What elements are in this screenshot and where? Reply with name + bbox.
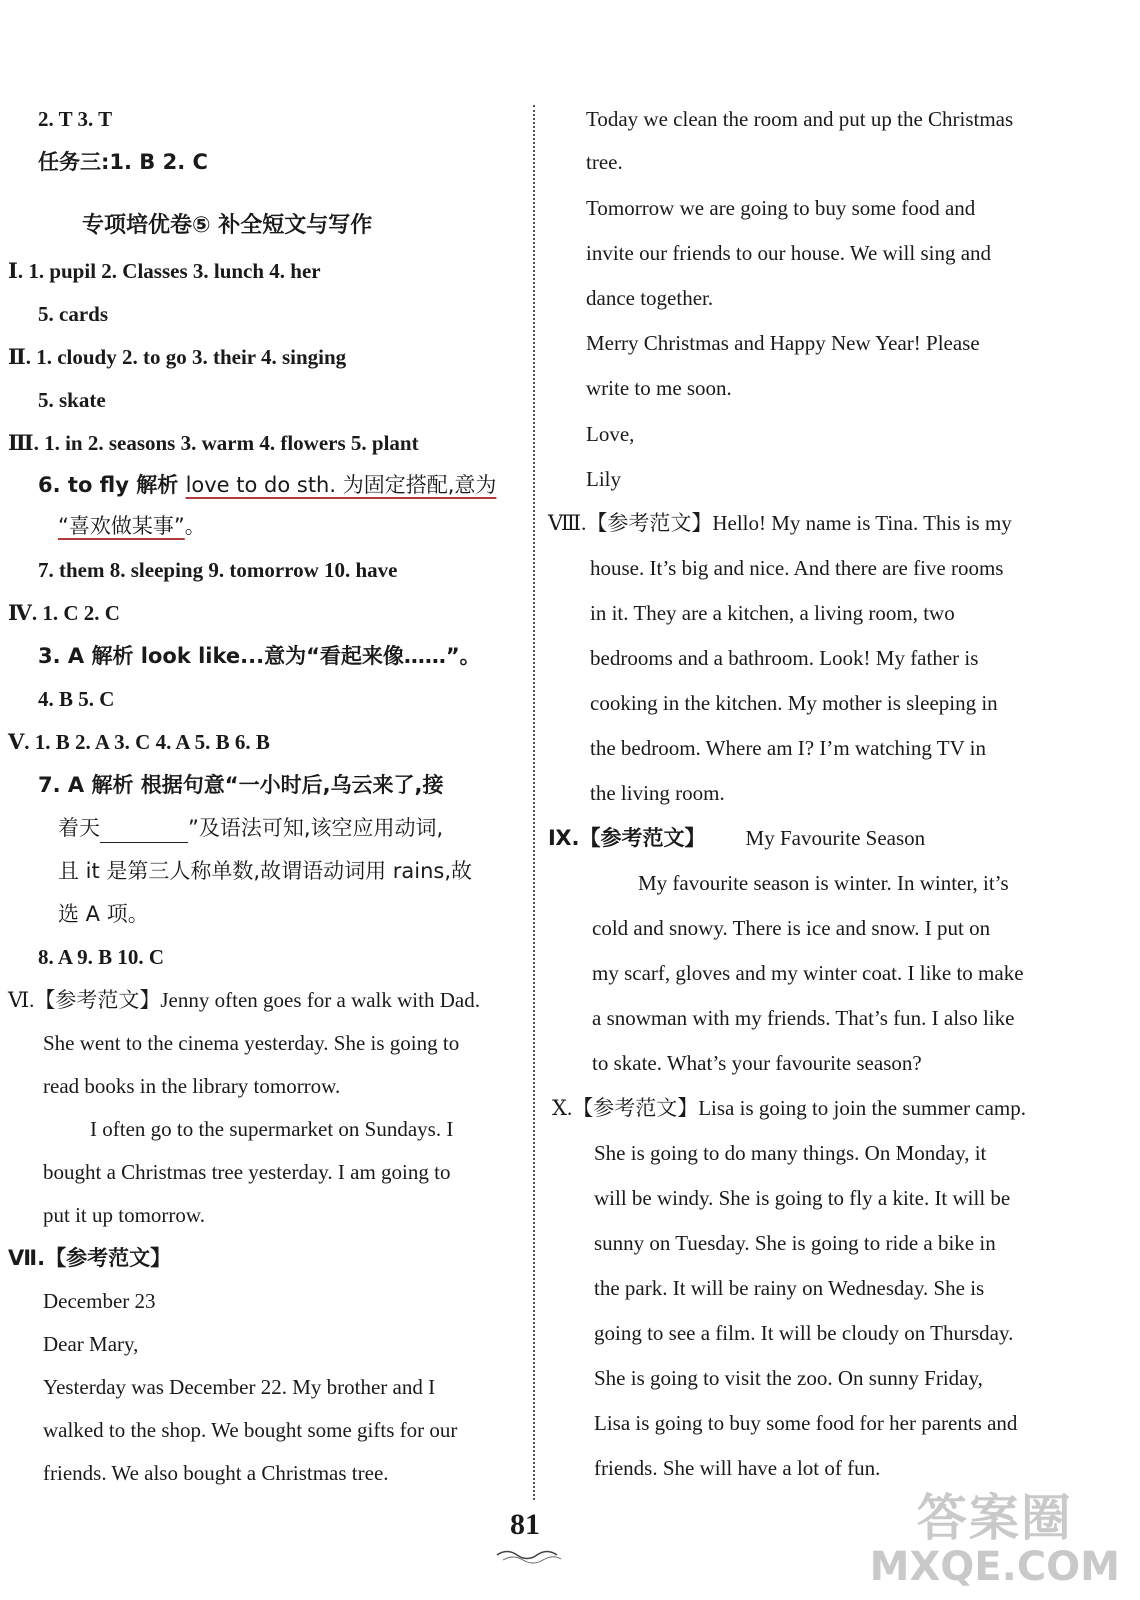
essay-line: Lisa is going to buy some food for her parents and	[594, 1411, 1018, 1435]
letter-closing: Love,	[586, 422, 635, 446]
essay-line: put it up tomorrow.	[43, 1203, 205, 1227]
punctuation: 。	[184, 514, 206, 538]
essay-line: sunny on Tuesday. She is going to ride a bike in	[594, 1231, 996, 1255]
answer-line: 7. A 解析 根据句意“一小时后,乌云来了,接	[38, 773, 444, 797]
essay-line: friends. We also bought a Christmas tree.	[43, 1461, 389, 1485]
essay-line: Ⅷ.【参考范文】Hello! My name is Tina. This is my	[548, 511, 1012, 535]
essay-line: walked to the shop. We bought some gifts for our	[43, 1418, 458, 1442]
answer-line: Ⅳ. 1. C 2. C	[8, 601, 120, 625]
explanation-line	[58, 511, 206, 541]
essay-line: She went to the cinema yesterday. She is going to	[43, 1031, 460, 1055]
watermark	[870, 1478, 1120, 1590]
essay-line: Ⅹ.【参考范文】Lisa is going to join the summer camp.	[552, 1096, 1026, 1120]
essay-line: I often go to the supermarket on Sundays. I	[90, 1117, 454, 1141]
underlined-explanation: “喜欢做某事”	[58, 514, 185, 538]
answer-line: 7. them 8. sleeping 9. tomorrow 10. have	[38, 558, 398, 582]
section-label: Ⅸ.【参考范文】	[548, 826, 706, 850]
essay-line: bedrooms and a bathroom. Look! My father is	[590, 646, 979, 670]
essay-line: going to see a film. It will be cloudy on Thursday.	[594, 1321, 1014, 1345]
essay-line: my scarf, gloves and my winter coat. I like to make	[592, 961, 1024, 985]
essay-line: a snowman with my friends. That’s fun. I also like	[592, 1006, 1015, 1030]
essay-title: My Favourite Season	[745, 826, 926, 850]
page-number: 81	[510, 1508, 540, 1541]
essay-line: She is going to do many things. On Monday, it	[594, 1141, 987, 1165]
underlined-explanation: love to do sth. 为固定搭配,意为	[185, 473, 497, 497]
essay-line: in it. They are a kitchen, a living room, two	[590, 601, 955, 625]
answer-line: Ⅱ. 1. cloudy 2. to go 3. their 4. singing	[8, 345, 347, 369]
letter-signature: Lily	[586, 467, 621, 491]
blank-line	[100, 822, 188, 843]
section-title: 专项培优卷⑤ 补全短文与写作	[82, 213, 373, 238]
section-label-line	[548, 823, 925, 853]
explanation-text: ”及语法可知,该空应用动词,	[188, 816, 444, 840]
essay-line: to skate. What’s your favourite season?	[592, 1051, 922, 1075]
letter-greeting: Dear Mary,	[43, 1332, 139, 1356]
essay-line: the bedroom. Where am I? I’m watching TV in	[590, 736, 986, 760]
answer-line: 3. A 解析 look like...意为“看起来像……”。	[38, 644, 481, 668]
answer-line: 5. cards	[38, 302, 108, 326]
essay-line: invite our friends to our house. We will sing and	[586, 241, 992, 265]
explanation-line: 且 it 是第三人称单数,故谓语动词用 rains,故	[58, 859, 473, 883]
letter-date: December 23	[43, 1289, 156, 1313]
essay-line: Today we clean the room and put up the Christmas	[586, 107, 1014, 131]
answer-line: Ⅲ. 1. in 2. seasons 3. warm 4. flowers 5. plant	[8, 431, 419, 455]
essay-line: the park. It will be rainy on Wednesday. She is	[594, 1276, 985, 1300]
essay-line: Ⅵ.【参考范文】Jenny often goes for a walk with Dad.	[8, 988, 480, 1012]
answer-line: 8. A 9. B 10. C	[38, 945, 165, 969]
explanation-line	[58, 813, 443, 843]
essay-line: dance together.	[586, 286, 714, 310]
explanation-line: 选 A 项。	[58, 902, 149, 926]
watermark-logo: 答案圈	[916, 1489, 1073, 1547]
answer-line: 2. T 3. T	[38, 107, 113, 131]
essay-line: read books in the library tomorrow.	[43, 1074, 341, 1098]
answer-line: 任务三:1. B 2. C	[38, 150, 208, 174]
answer-line: 5. skate	[38, 388, 106, 412]
essay-line: She is going to visit the zoo. On sunny Friday,	[594, 1366, 983, 1390]
essay-line: house. It’s big and nice. And there are five rooms	[590, 556, 1004, 580]
watermark-url: MXQE.COM	[869, 1544, 1120, 1590]
essay-line: Yesterday was December 22. My brother and I	[43, 1375, 436, 1399]
page-ornament-icon	[495, 1546, 565, 1564]
essay-line: cold and snowy. There is ice and snow. I put on	[592, 916, 991, 940]
essay-line: cooking in the kitchen. My mother is sleeping in	[590, 691, 998, 715]
explanation-line	[38, 470, 496, 500]
essay-line: tree.	[586, 150, 623, 174]
essay-line: Tomorrow we are going to buy some food and	[586, 196, 976, 220]
essay-line: bought a Christmas tree yesterday. I am going to	[43, 1160, 451, 1184]
essay-line: the living room.	[590, 781, 725, 805]
essay-line: write to me soon.	[586, 376, 732, 400]
section-label: Ⅶ.【参考范文】	[8, 1246, 172, 1270]
answer-text: 6. to fly 解析	[38, 473, 186, 497]
answer-line: Ⅴ. 1. B 2. A 3. C 4. A 5. B 6. B	[8, 730, 270, 754]
essay-line: My favourite season is winter. In winter, it’s	[638, 871, 1009, 895]
essay-line: Merry Christmas and Happy New Year! Please	[586, 331, 980, 355]
essay-line: will be windy. She is going to fly a kite. It will be	[594, 1186, 1011, 1210]
column-divider	[533, 105, 535, 1500]
essay-line: friends. She will have a lot of fun.	[594, 1456, 881, 1480]
explanation-text: 着天	[58, 816, 100, 840]
answer-line: 4. B 5. C	[38, 687, 115, 711]
answer-line: Ⅰ. 1. pupil 2. Classes 3. lunch 4. her	[8, 259, 321, 283]
